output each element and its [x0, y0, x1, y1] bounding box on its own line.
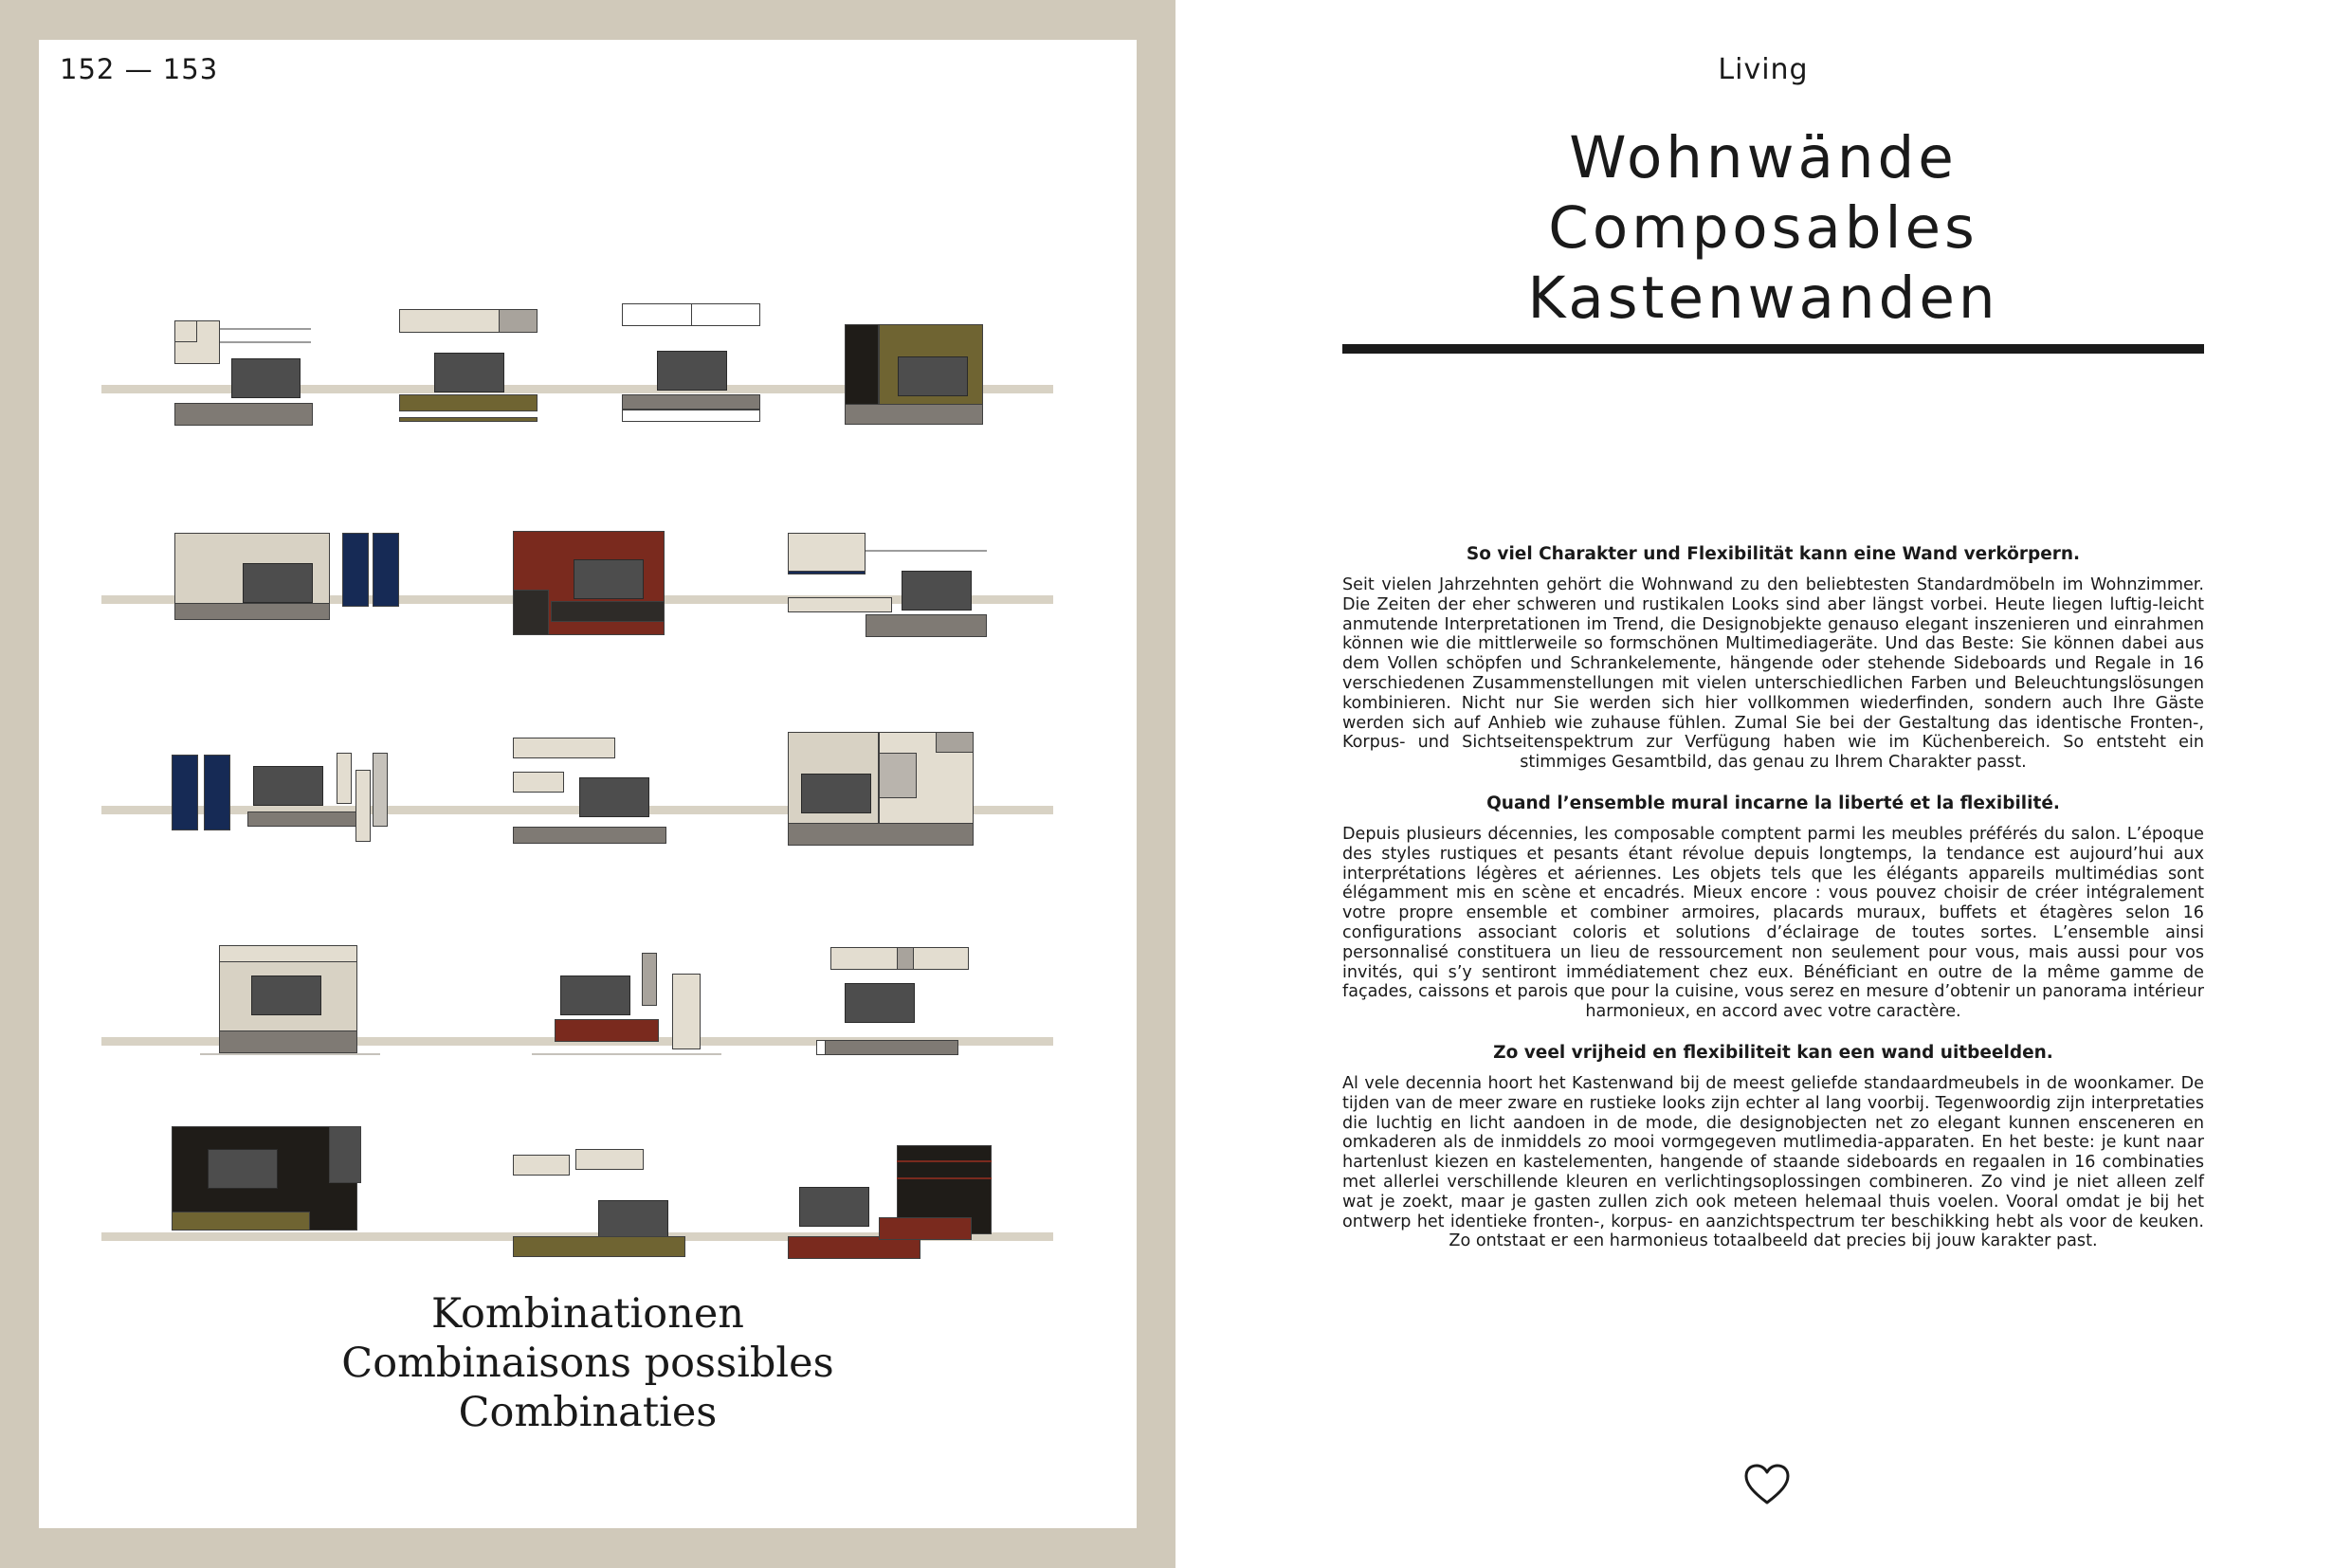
tv-screen — [579, 777, 649, 817]
tv-screen — [253, 766, 323, 806]
furniture-module — [174, 603, 330, 620]
combinations-panel — [39, 40, 1137, 1528]
furniture-module — [816, 1040, 958, 1055]
tv-screen — [657, 351, 727, 391]
tv-screen — [434, 353, 504, 392]
furniture-module — [513, 590, 549, 635]
paragraph-nl — [1342, 1043, 2204, 1251]
title-line-nl: Kastenwanden — [1527, 264, 1999, 332]
furniture-module — [845, 404, 983, 425]
combination-1 — [172, 277, 314, 391]
wall-shelf — [897, 1177, 992, 1179]
combination-5 — [172, 491, 418, 605]
furniture-module — [399, 394, 538, 411]
furniture-module — [337, 753, 352, 804]
furniture-module — [513, 772, 564, 793]
furniture-module — [399, 417, 538, 422]
furniture-module — [622, 394, 760, 410]
wall-shelf — [220, 328, 311, 330]
furniture-module — [879, 753, 917, 798]
furniture-module — [555, 1019, 659, 1042]
furniture-module — [247, 811, 361, 827]
furniture-module — [575, 1149, 644, 1170]
furniture-module — [788, 823, 974, 846]
combination-14 — [172, 1111, 399, 1234]
furniture-module — [172, 755, 198, 830]
paragraph-text: Al vele decennia hoort het Kastenwand bij de meest geliefde standaardmeubels in de woonkamer. De tijden van de meer zware en rustieke looks zijn echter al lang voorbij. Tegenwoordig zijn interpretaties die luchtig en licht aandoen in de mode, die designobjecten net zo elegant kunnen ensceneren en omkaderen als de inmiddels zo mooi vormgegeven mutlimedia-apparaten. En het beste: je kunt naar hartenlust kiezen en kastelementen, hangende of staande sideboards en regaalen in 16 combinaties met allerlei verschillende kleuren en verlichtingsoplossingen combineren. Zo vind je niet alleen zelf wat je zoekt, maar je gasten zullen zich ook meteen helemaal thuis voelen. Vooral omdat je bij het ontwerp het identieke fronten-, korpus- en aanzichtspectrum ter beschikking hebt als voor de keuken. Zo ontstaat er een harmonieus totaalbeeld dat precies bij jouw karakter past. — [1342, 1073, 2204, 1251]
furniture-module — [879, 1217, 972, 1240]
combination-9 — [513, 703, 674, 817]
tv-screen — [801, 774, 871, 813]
furniture-module — [936, 732, 974, 753]
paragraph-heading: So viel Charakter und Flexibilität kann eine Wand verkörpern. — [1466, 544, 2081, 564]
wall-shelf — [532, 1053, 721, 1055]
heart-icon[interactable] — [1744, 1464, 1790, 1505]
furniture-module — [373, 533, 399, 607]
furniture-module — [788, 533, 866, 574]
wall-shelf — [200, 1053, 380, 1055]
combination-16 — [788, 1111, 996, 1244]
combinations-title-fr: Combinaisons possibles — [341, 1340, 834, 1387]
furniture-module — [174, 403, 313, 426]
furniture-module — [642, 953, 657, 1006]
tv-screen — [243, 563, 313, 603]
combination-13 — [788, 907, 996, 1040]
combination-11 — [172, 907, 399, 1040]
furniture-module — [866, 614, 987, 637]
paragraph-text: Seit vielen Jahrzehnten gehört die Wohnwand zu den beliebtesten Standardmöbeln im Wohnzimmer. Die Zeiten der eher schweren und rustikalen Looks sind aber längst vorbei. Heute liegen luftig-leicht anmutende Interpretationen im Trend, die Designobjekte genauso elegant inszenieren und einrahmen können wie die mittlerweile so formschönen Multimediageräte. Und das Beste: Sie können dabei aus dem Vollen schöpfen und Schrankelemente, hängende oder stehende Sideboards und Regale in 16 verschiedenen Zusammenstellungen mit vielen unterschiedlichen Farben und Beleuchtungslösungen kombinieren. Nicht nur Sie werden sich hier vollkommen wiederfinden, sondern auch Ihre Gäste werden sich auf Anhieb wie zuhause fühlen. Zumal Sie bei der Gestaltung das identische Fronten-, Korpus- und Sichtseitenspektrum zur Verfügung haben wie im Küchenbereich. So entsteht ein stimmiges Gesamtbild, das genau zu Ihrem Charakter passt. — [1342, 575, 2204, 773]
tv-screen — [574, 559, 644, 599]
combination-12 — [494, 907, 702, 1040]
furniture-module — [204, 755, 230, 830]
furniture-module — [513, 1155, 570, 1176]
tv-screen — [231, 358, 301, 398]
furniture-module — [172, 1212, 310, 1231]
tv-screen — [208, 1149, 278, 1189]
tv-screen — [799, 1187, 869, 1227]
furniture-module — [373, 753, 388, 827]
paragraph-fr — [1342, 793, 2204, 1022]
furniture-module — [788, 597, 892, 612]
furniture-module — [551, 601, 665, 622]
wall-shelf — [220, 341, 311, 343]
furniture-module — [219, 1030, 357, 1053]
furniture-module — [513, 1236, 685, 1257]
section-label: Living — [1718, 53, 1809, 86]
furniture-module — [174, 320, 197, 342]
furniture-module — [788, 571, 866, 574]
paragraph-de — [1342, 544, 2204, 773]
furniture-module — [342, 533, 369, 607]
wall-shelf — [897, 1160, 992, 1162]
furniture-module — [219, 945, 357, 962]
combinations-title-de: Kombinationen — [431, 1290, 744, 1338]
combination-8 — [172, 703, 418, 817]
furniture-module — [691, 303, 760, 326]
combination-2 — [399, 267, 541, 391]
tv-screen — [898, 356, 968, 396]
furniture-module — [622, 410, 760, 422]
furniture-module — [513, 738, 615, 758]
furniture-module — [329, 1126, 361, 1183]
furniture-module — [816, 1040, 826, 1055]
combinations-title — [39, 1289, 1137, 1437]
combination-7 — [788, 491, 987, 605]
combination-3 — [622, 267, 764, 391]
paragraph-heading: Quand l’ensemble mural incarne la liberté et la flexibilité. — [1486, 793, 2060, 813]
paragraph-heading: Zo veel vrijheid en flexibiliteit kan een wand uitbeelden. — [1493, 1042, 2053, 1063]
combination-10 — [788, 703, 987, 817]
combination-4 — [845, 277, 987, 391]
title-divider — [1342, 344, 2204, 354]
tv-screen — [845, 983, 915, 1023]
furniture-module — [672, 974, 701, 1049]
title-line-de: Wohnwände — [1569, 124, 1958, 191]
tv-screen — [251, 975, 321, 1015]
tv-screen — [598, 1200, 668, 1240]
furniture-module — [897, 947, 914, 970]
furniture-module — [499, 309, 538, 333]
page-numbers: 152 — 153 — [60, 53, 219, 85]
combination-6 — [513, 491, 674, 605]
title-line-fr: Composables — [1548, 194, 1978, 262]
paragraph-text: Depuis plusieurs décennies, les composable comptent parmi les meubles préférés du salon. L’époque des styles rustiques et pesants étant révolue depuis longtemps, la tendance est aujourd’hui aux interprétations légères et aériennes. Les objets tels que les élégants appareils multimédias sont élégamment mis en scène et encadrés. Mieux encore : vous pouvez choisir de créer intégralement votre propre ensemble et combiner armoires, placards muraux, buffets et étagères selon 16 configurations associant coloris et solutions d’éclairage de toutes sortes. L’ensemble ainsi personnalisé constituera un lieu de ressourcement non seulement pour vous, mais aussi pour vos invités, qui s’y sentiront immédiatement chez eux. Bénéficiant en outre de la même gamme de façades, caissons et parois que pour la cuisine, vous serez en mesure d’obtenir un panorama intérieur harmonieux, en accord avec votre caractère. — [1342, 824, 2204, 1022]
tv-screen — [902, 571, 972, 611]
furniture-module — [513, 827, 666, 844]
page-title — [1176, 123, 2351, 334]
furniture-module — [355, 770, 371, 842]
right-page — [1176, 0, 2351, 1568]
body-text — [1342, 544, 2204, 1272]
tv-screen — [560, 975, 630, 1015]
wall-shelf — [866, 550, 987, 552]
combinations-title-nl: Combinaties — [458, 1389, 718, 1436]
combination-15 — [513, 1111, 702, 1234]
